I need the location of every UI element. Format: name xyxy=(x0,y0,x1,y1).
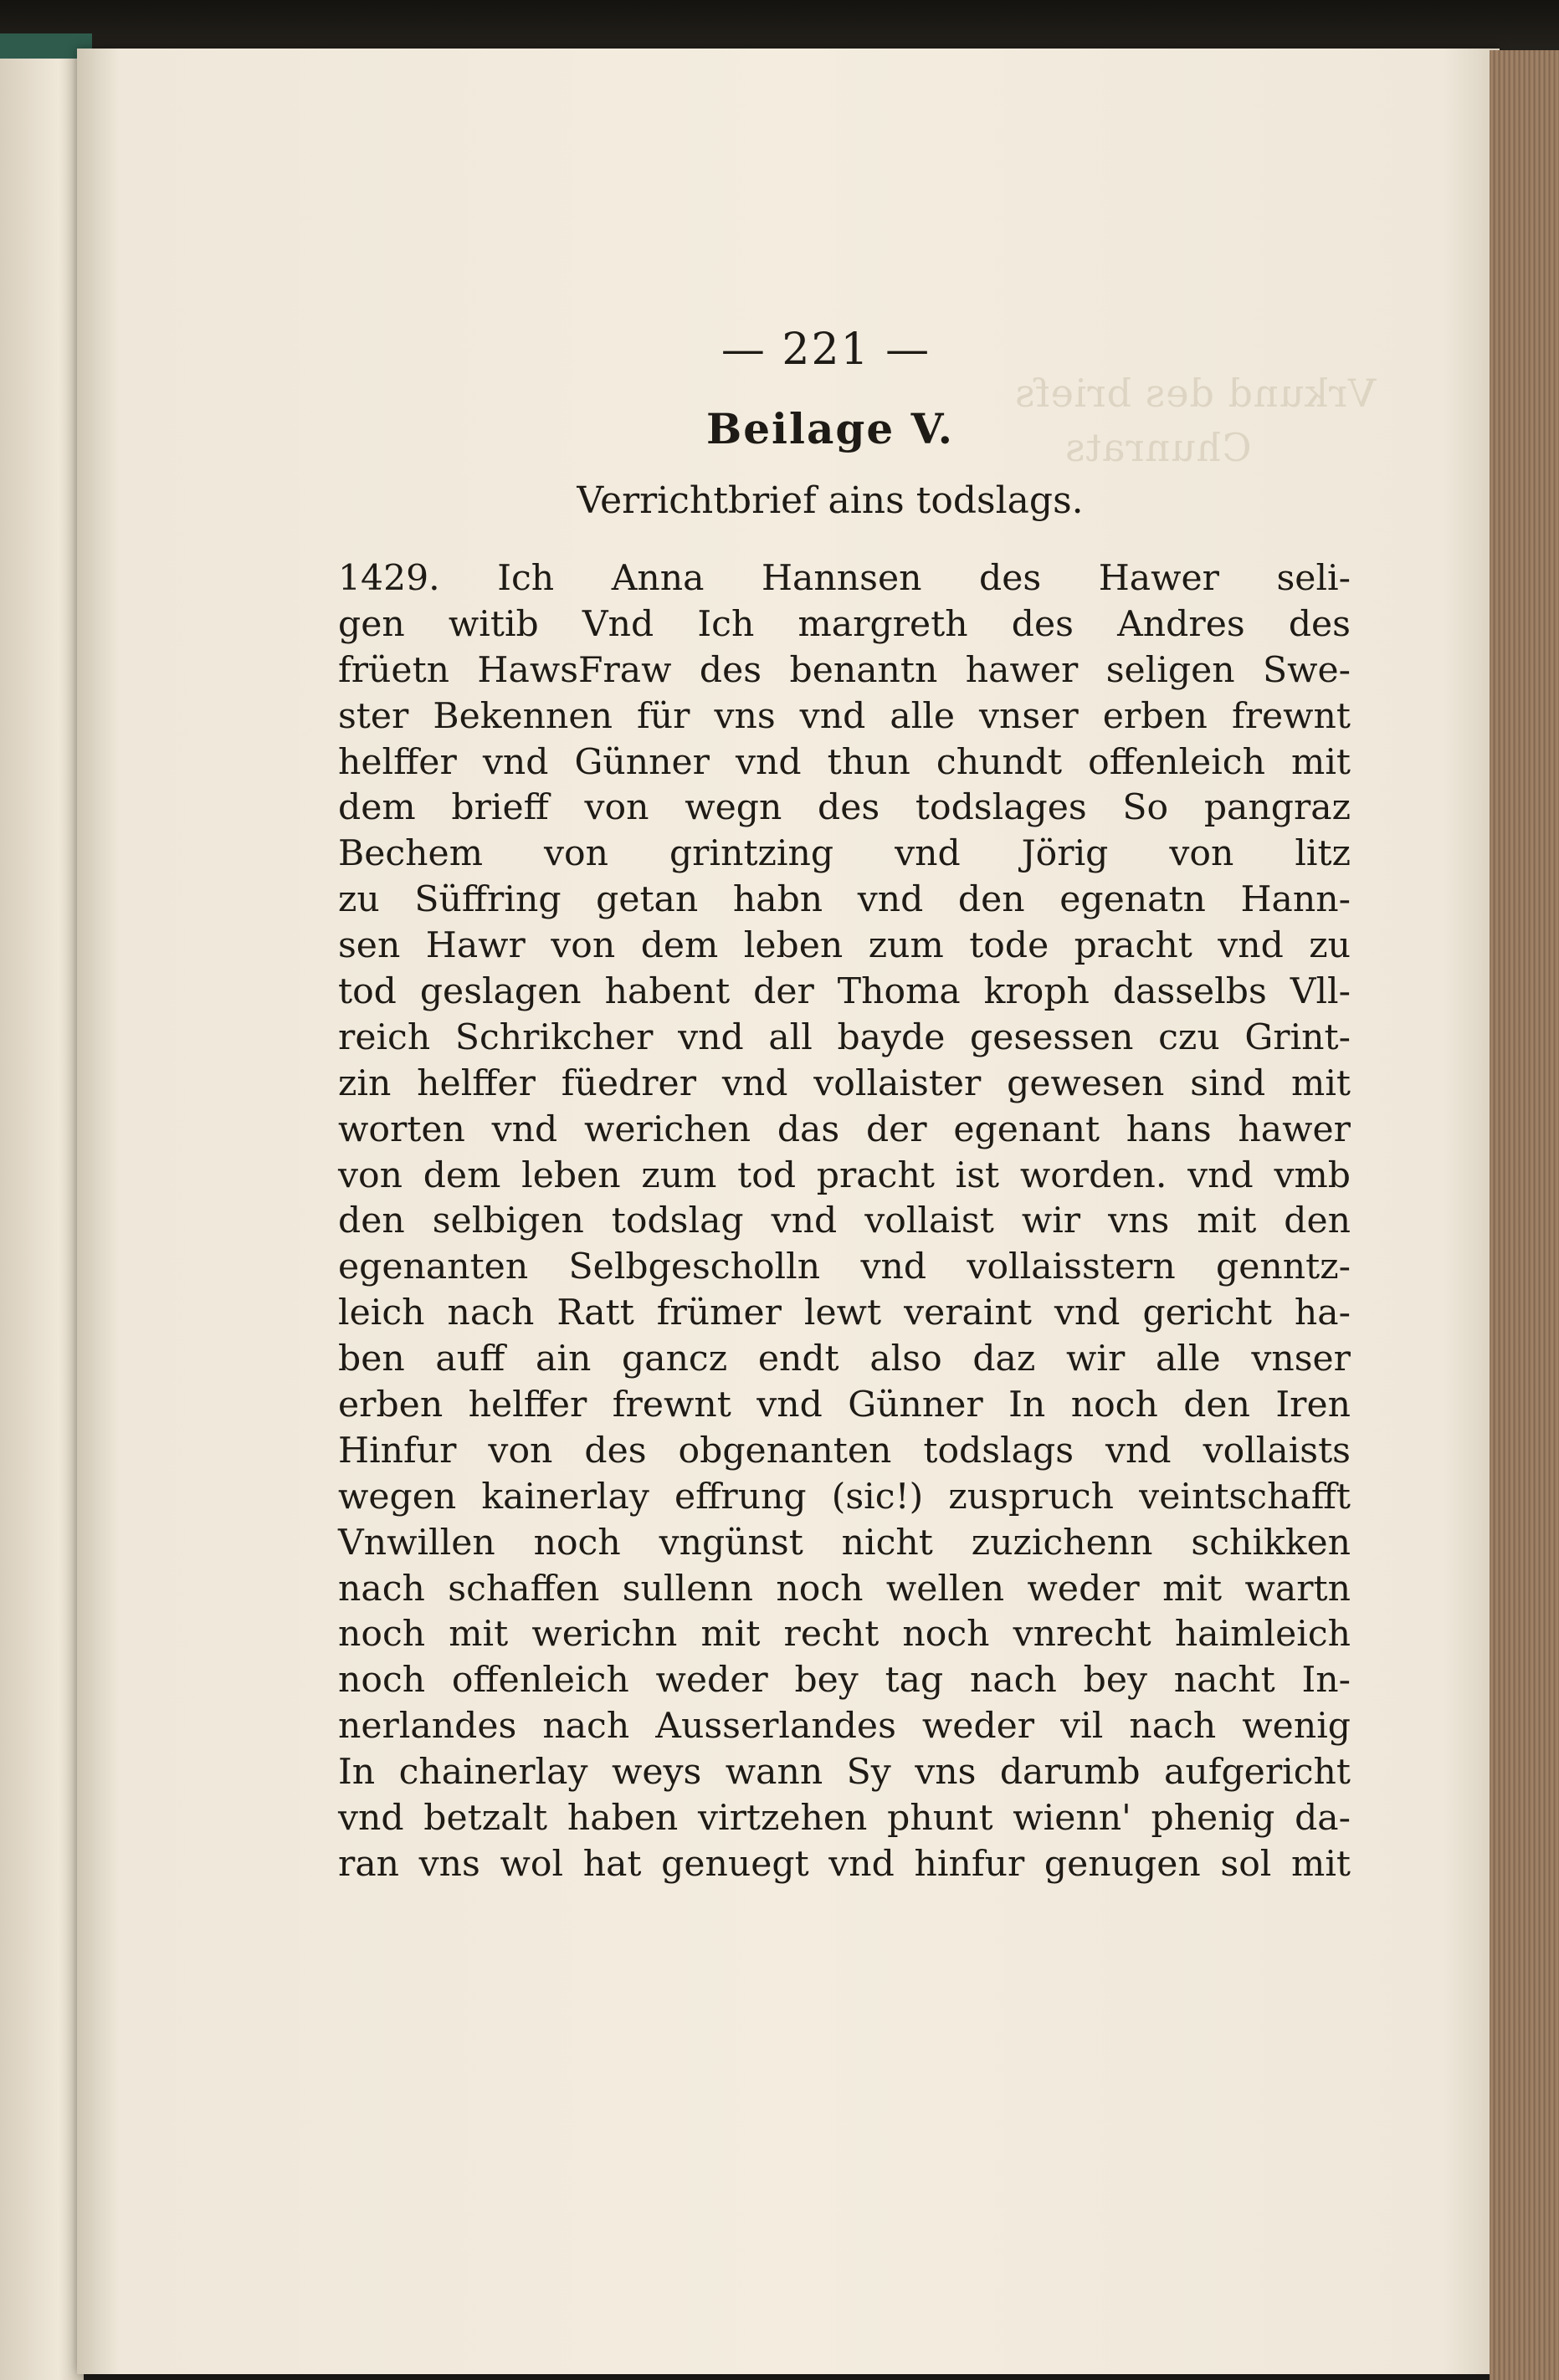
text-line: Bechem von grintzing vnd Jörig von litz xyxy=(338,833,1351,875)
text-line: sen Hawr von dem leben zum tode pracht vnd zu xyxy=(338,925,1351,967)
text-line: ben auff ain gancz endt also daz wir alle vnser xyxy=(338,1338,1351,1380)
document-subtitle: Verrichtbrief ains todslags. xyxy=(577,479,1084,522)
text-line: gen witib Vnd Ich margreth des Andres des xyxy=(338,603,1351,645)
section-title: Beilage V. xyxy=(705,404,955,453)
text-line: erben helffer frewnt vnd Günner In noch den Iren xyxy=(338,1384,1351,1426)
text-line: dem brieff von wegn des todslages So pangraz xyxy=(338,787,1351,829)
page-stack-edge xyxy=(1490,50,1559,2380)
text-line: nerlandes nach Ausserlandes weder vil nach wenig xyxy=(338,1706,1351,1748)
text-line: ran vns wol hat genuegt vnd hinfur genugen sol mit xyxy=(338,1843,1351,1885)
bleed-through-text: Vrkund des briefs xyxy=(1014,371,1377,416)
text-line: wegen kainerlay effrung (sic!) zuspruch veintschafft xyxy=(338,1476,1351,1518)
text-line: reich Schrikcher vnd all bayde gesessen czu Grint- xyxy=(338,1016,1351,1058)
book-page xyxy=(77,49,1500,2374)
text-line: worten vnd werichen das der egenant hans hawer xyxy=(338,1108,1351,1150)
text-line: nach schaffen sullenn noch wellen weder mit wartn xyxy=(338,1568,1351,1610)
text-line: Hinfur von des obgenanten todslags vnd vollaists xyxy=(338,1430,1351,1472)
bleed-through-text: Chunrats xyxy=(1064,425,1252,470)
text-line: helffer vnd Günner vnd thun chundt offenleich mit xyxy=(338,741,1351,783)
text-line: von dem leben zum tod pracht ist worden. vnd vmb xyxy=(338,1154,1351,1196)
text-line: vnd betzalt haben virtzehen phunt wienn' phenig da- xyxy=(338,1798,1351,1840)
text-line: tod geslagen habent der Thoma kroph dasselbs Vll- xyxy=(338,971,1351,1013)
text-line: noch offenleich weder bey tag nach bey nacht In- xyxy=(338,1660,1351,1702)
text-line: In chainerlay weys wann Sy vns darumb aufgericht xyxy=(338,1752,1351,1794)
text-line: zin helffer füedrer vnd vollaister gewesen sind mit xyxy=(338,1062,1351,1104)
page-number: — 221 — xyxy=(721,325,931,375)
text-line: früetn HawsFraw des benantn hawer seligen Swe- xyxy=(338,649,1351,691)
text-line: egenanten Selbgescholln vnd vollaisstern genntz- xyxy=(338,1246,1351,1288)
text-line: noch mit werichn mit recht noch vnrecht haimleich xyxy=(338,1614,1351,1656)
body-text xyxy=(338,556,1351,1888)
text-line: Vnwillen noch vngünst nicht zuzichenn schikken xyxy=(338,1522,1351,1564)
text-line: ster Bekennen für vns vnd alle vnser erben frewnt xyxy=(338,695,1351,737)
text-line: zu Süffring getan habn vnd den egenatn Hann- xyxy=(338,879,1351,921)
text-line: 1429. Ich Anna Hannsen des Hawer seli- xyxy=(338,558,1351,599)
left-page-edge xyxy=(0,46,84,2380)
text-line: leich nach Ratt frümer lewt veraint vnd gericht ha- xyxy=(338,1292,1351,1334)
text-line: den selbigen todslag vnd vollaist wir vns mit den xyxy=(338,1200,1351,1242)
